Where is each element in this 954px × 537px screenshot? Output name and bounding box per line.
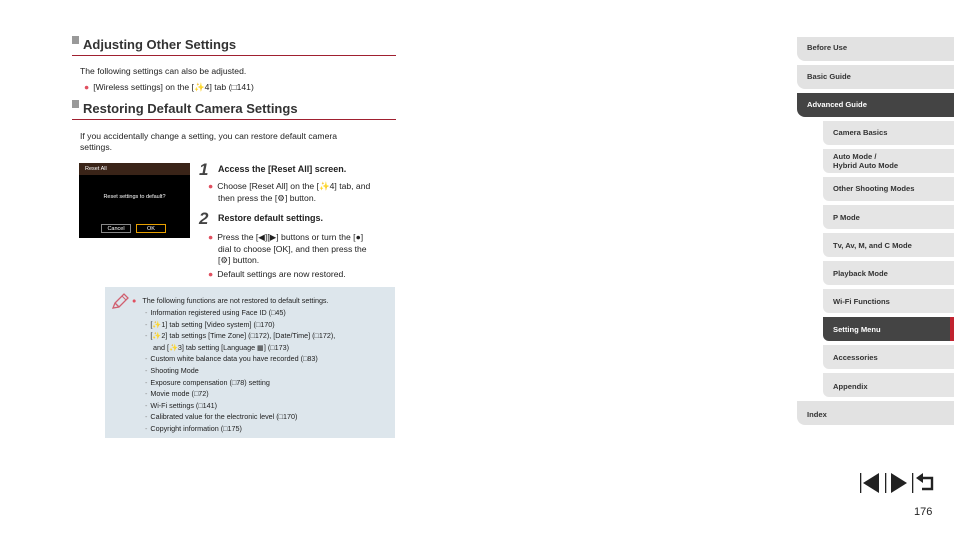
- nav-label: Basic Guide: [807, 72, 851, 81]
- other-intro: The following settings can also be adjusted.: [80, 66, 247, 76]
- list-item: [145, 400, 335, 412]
- dash-icon: -: [145, 412, 148, 422]
- list-item: [145, 307, 335, 319]
- nav-label: Advanced Guide: [807, 100, 867, 109]
- step-1-line-2: then press the [⚙] button.: [218, 192, 316, 203]
- step-1-text: [208, 181, 398, 204]
- dash-icon: -: [145, 319, 148, 329]
- section-title: Adjusting Other Settings: [83, 37, 237, 52]
- pencil-icon: [110, 292, 130, 312]
- nav-before-use[interactable]: [797, 37, 954, 61]
- list-item: [145, 365, 335, 377]
- dash-icon: -: [145, 423, 148, 433]
- list-item-text: Exposure compensation (□78) setting: [150, 377, 270, 387]
- previous-page-icon[interactable]: [860, 473, 879, 493]
- list-item-text: Information registered using Face ID (□45): [150, 308, 286, 317]
- list-item-text: [✨2] tab settings [Time Zone] (□172), [Date/Time] (□172),: [150, 331, 336, 341]
- divider: [912, 473, 913, 493]
- dash-icon: -: [145, 331, 148, 341]
- nav-advanced-guide[interactable]: [797, 93, 954, 117]
- nav-auto-mode[interactable]: [823, 149, 954, 173]
- section-heading-other-settings: [72, 36, 396, 56]
- list-item: [145, 423, 335, 435]
- divider: [885, 473, 886, 493]
- bullet-icon: ●: [132, 296, 137, 305]
- step-2-result: Default settings are now restored.: [217, 268, 346, 279]
- step-1-number: 1: [199, 160, 209, 179]
- dash-icon: -: [145, 377, 148, 387]
- step-2-line-1: Press the [◀][▶] buttons or turn the [●]: [217, 232, 364, 242]
- nav-label: Camera Basics: [833, 128, 888, 137]
- nav-accessories[interactable]: [823, 345, 954, 369]
- dash-icon: -: [145, 354, 148, 364]
- screen-cancel-button: Cancel: [101, 224, 131, 233]
- dash-icon: -: [145, 308, 148, 317]
- nav-index[interactable]: [797, 401, 954, 425]
- nav-appendix[interactable]: [823, 373, 954, 397]
- bullet-icon: ●: [208, 268, 214, 279]
- page-nav-icons: [860, 472, 940, 494]
- dash-icon: -: [145, 400, 148, 410]
- screen-question: Reset settings to default?: [103, 194, 166, 200]
- nav-label: Appendix: [833, 382, 868, 391]
- screen-header: Reset All: [79, 163, 190, 175]
- step-2-title: Restore default settings.: [218, 213, 324, 223]
- bullet-icon: ●: [208, 181, 214, 191]
- step-1-title: Access the [Reset All] screen.: [218, 164, 347, 174]
- step-2-number: 2: [199, 209, 209, 228]
- list-item-text: [✨1] tab setting [Video system] (□170): [150, 319, 275, 329]
- section-heading-restoring: [72, 100, 396, 120]
- restore-intro-2: settings.: [80, 142, 113, 152]
- screen-ok-button: OK: [136, 224, 166, 233]
- step-2-text: [208, 232, 398, 280]
- wireless-settings-text: [Wireless settings] on the [✨4] tab (□141): [93, 82, 254, 92]
- note-lead-text: The following functions are not restored to default settings.: [142, 296, 329, 305]
- nav-label: Hybrid Auto Mode: [833, 160, 899, 170]
- list-item-text: Movie mode (□72): [150, 389, 209, 399]
- list-item-text: Custom white balance data you have recorded (□83): [150, 354, 318, 364]
- list-item: [145, 353, 335, 365]
- list-item: [145, 411, 335, 423]
- heading-marker: [72, 36, 79, 44]
- list-item: [145, 319, 335, 331]
- list-item-text: Calibrated value for the electronic level (□170): [150, 412, 298, 422]
- dash-icon: -: [145, 389, 148, 399]
- list-item: [145, 388, 335, 400]
- nav-label: Tv, Av, M, and C Mode: [833, 241, 912, 250]
- list-item: [145, 330, 335, 342]
- section-title: Restoring Default Camera Settings: [83, 101, 298, 116]
- nav-label: Playback Mode: [833, 269, 888, 278]
- list-item-text: Wi-Fi settings (□141): [150, 400, 218, 410]
- nav-label: Index: [807, 410, 827, 419]
- dash-icon: -: [145, 365, 148, 375]
- heading-marker: [72, 100, 79, 108]
- other-bullet: [84, 82, 254, 93]
- nav-p-mode[interactable]: [823, 205, 954, 229]
- list-item-text: Shooting Mode: [150, 365, 199, 375]
- nav-label: Setting Menu: [833, 325, 881, 334]
- list-item-text: Copyright information (□175): [150, 423, 242, 433]
- step-2-line-3: [⚙] button.: [218, 255, 260, 265]
- note-list: [145, 307, 335, 435]
- nav-label: Before Use: [807, 43, 848, 52]
- nav-setting-menu[interactable]: [823, 317, 954, 341]
- nav-label: Accessories: [833, 353, 878, 362]
- list-item: [145, 342, 335, 354]
- bullet-icon: ●: [208, 232, 214, 242]
- next-page-icon[interactable]: [891, 473, 907, 493]
- nav-basic-guide[interactable]: [797, 65, 954, 89]
- list-item-text: and [✨3] tab setting [Language ▦] (□173): [153, 342, 289, 352]
- note-lead: [132, 296, 329, 305]
- bullet-icon: ●: [84, 82, 90, 92]
- return-icon[interactable]: [916, 473, 932, 489]
- restore-intro-1: If you accidentally change a setting, you can restore default camera: [80, 131, 338, 141]
- nav-other-shooting-modes[interactable]: [823, 177, 954, 201]
- nav-label: P Mode: [833, 213, 860, 222]
- page-controls: [860, 472, 940, 499]
- note-box: [105, 287, 395, 438]
- nav-label: Other Shooting Modes: [833, 184, 915, 193]
- nav-tv-av-m-c-mode[interactable]: [823, 233, 954, 257]
- page-number: 176: [914, 506, 933, 518]
- nav-playback-mode[interactable]: [823, 261, 954, 285]
- list-item: [145, 377, 335, 389]
- nav-camera-basics[interactable]: [823, 121, 954, 145]
- nav-label: Wi-Fi Functions: [833, 297, 890, 306]
- nav-wifi-functions[interactable]: [823, 289, 954, 313]
- step-1-line-1: Choose [Reset All] on the [✨4] tab, and: [217, 181, 371, 191]
- step-2-line-2: dial to choose [OK], and then press the: [218, 243, 367, 254]
- nav-label: Auto Mode /: [833, 152, 877, 161]
- camera-screen-image: [79, 163, 190, 238]
